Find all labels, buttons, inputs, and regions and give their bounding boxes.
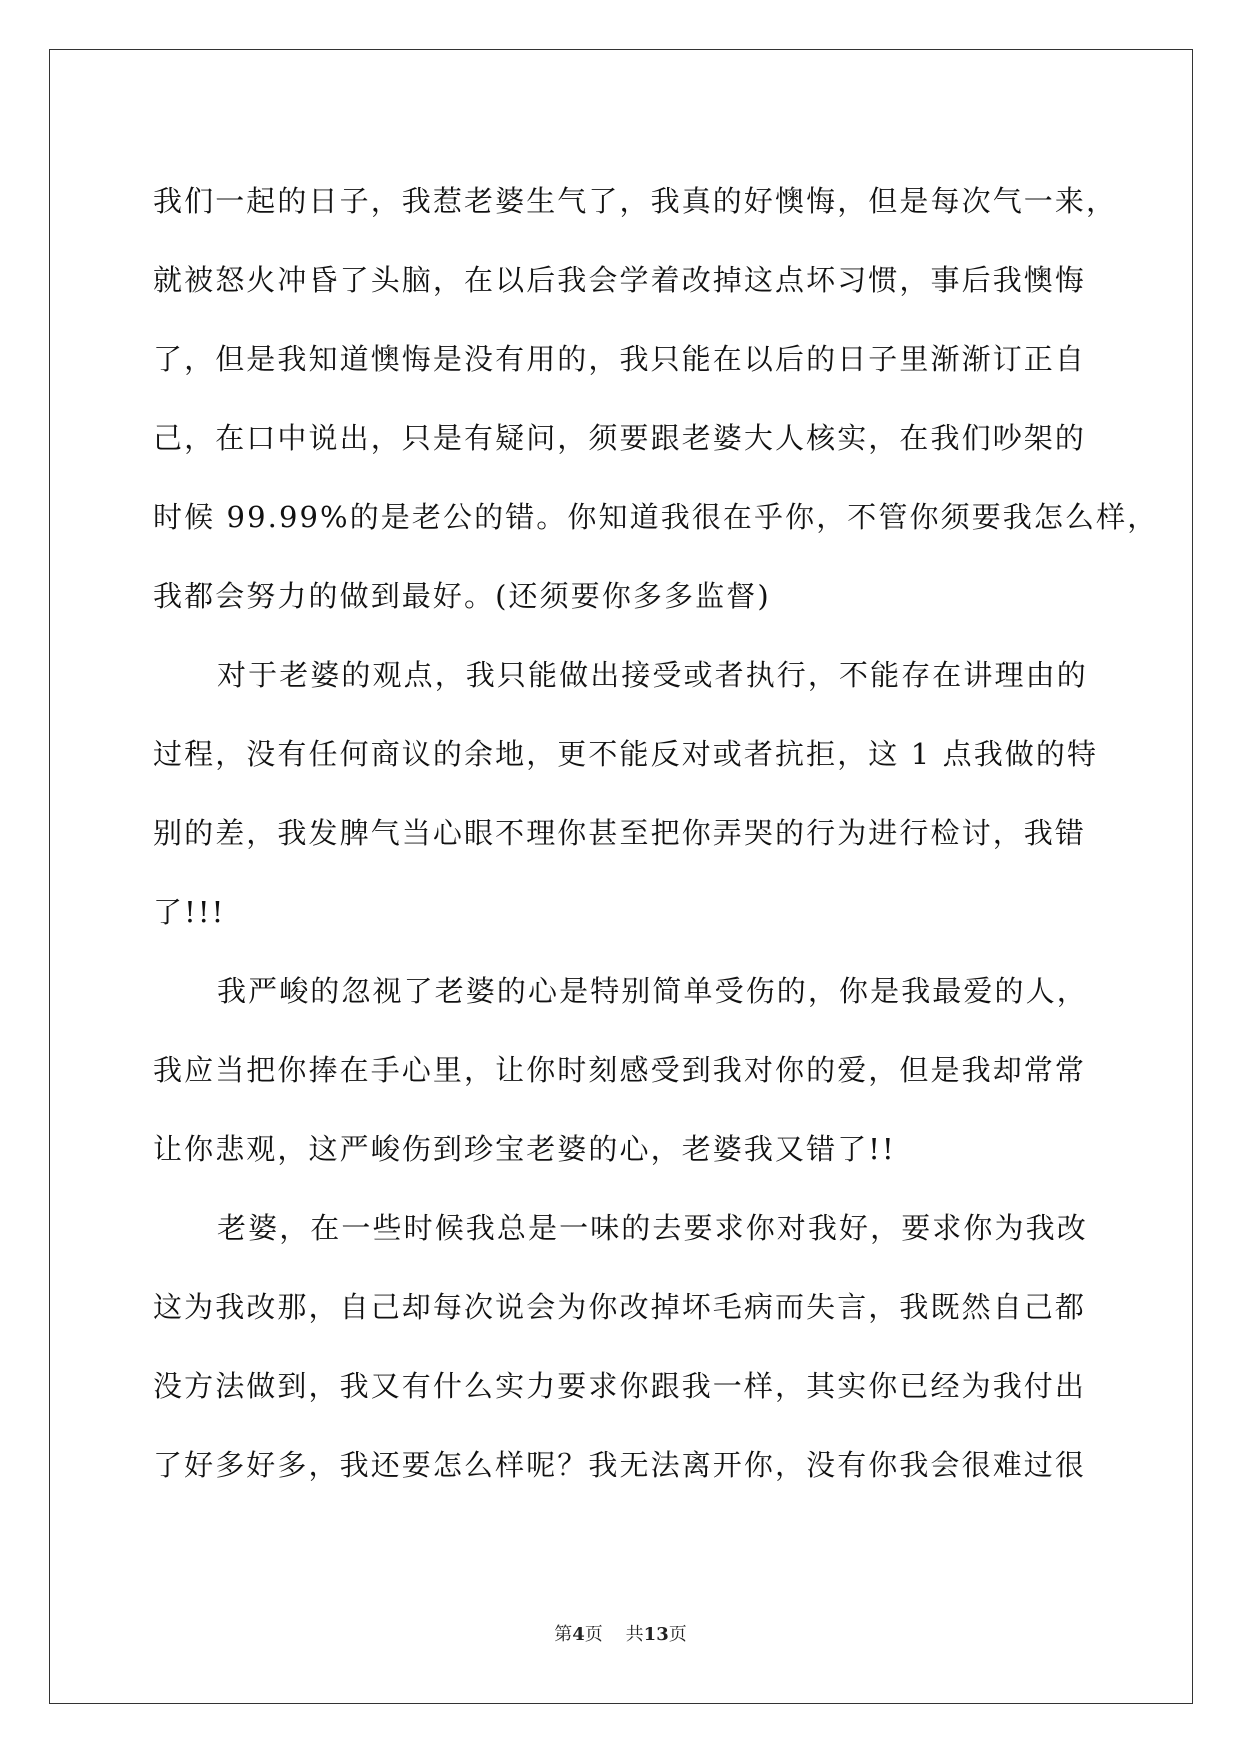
total-page-count: 13 [643, 1624, 669, 1645]
text-line: 过程，没有任何商议的余地，更不能反对或者抗拒，这 1 点我做的特 [153, 737, 1099, 771]
text-line: 让你悲观，这严峻伤到珍宝老婆的心，老婆我又错了!! [153, 1132, 896, 1166]
text-line: 己，在口中说出，只是有疑问，须要跟老婆大人核实，在我们吵架的 [153, 421, 1087, 455]
paragraph-first-line: 老婆，在一些时候我总是一味的去要求你对我好，要求你为我改 [217, 1211, 1088, 1245]
text-line: 我应当把你捧在手心里，让你时刻感受到我对你的爱，但是我却常常 [153, 1053, 1087, 1087]
text-line: 了!!! [153, 895, 226, 929]
text-line: 没方法做到，我又有什么实力要求你跟我一样，其实你已经为我付出 [153, 1369, 1087, 1403]
text-line: 了好多好多，我还要怎么样呢？我无法离开你，没有你我会很难过很 [153, 1448, 1087, 1482]
footer-prefix: 第 [554, 1624, 573, 1645]
footer-total-suffix: 页 [668, 1624, 687, 1645]
paragraph-first-line: 对于老婆的观点，我只能做出接受或者执行，不能存在讲理由的 [217, 658, 1088, 692]
footer-page-suffix: 页 [584, 1624, 603, 1645]
document-body [153, 162, 1159, 1505]
text-line: 这为我改那，自己却每次说会为你改掉坏毛病而失言，我既然自己都 [153, 1290, 1087, 1324]
text-line: 我都会努力的做到最好。(还须要你多多监督) [153, 579, 771, 613]
text-line: 别的差，我发脾气当心眼不理你甚至把你弄哭的行为进行检讨，我错 [153, 816, 1087, 850]
paragraph-first-line: 我严峻的忽视了老婆的心是特别简单受伤的，你是我最爱的人， [217, 974, 1088, 1008]
footer-total-prefix: 共 [625, 1624, 644, 1645]
text-line: 时候 99.99%的是老公的错。你知道我很在乎你，不管你须要我怎么样， [153, 500, 1159, 534]
text-line: 我们一起的日子，我惹老婆生气了，我真的好懊悔，但是每次气一来， [153, 184, 1118, 218]
current-page-number: 4 [572, 1624, 585, 1645]
text-line: 了，但是我知道懊悔是没有用的，我只能在以后的日子里渐渐订正自 [153, 342, 1087, 376]
page-number-footer [0, 1620, 1241, 1646]
text-line: 就被怒火冲昏了头脑，在以后我会学着改掉这点坏习惯，事后我懊悔 [153, 263, 1087, 297]
footer-gap [603, 1624, 626, 1645]
